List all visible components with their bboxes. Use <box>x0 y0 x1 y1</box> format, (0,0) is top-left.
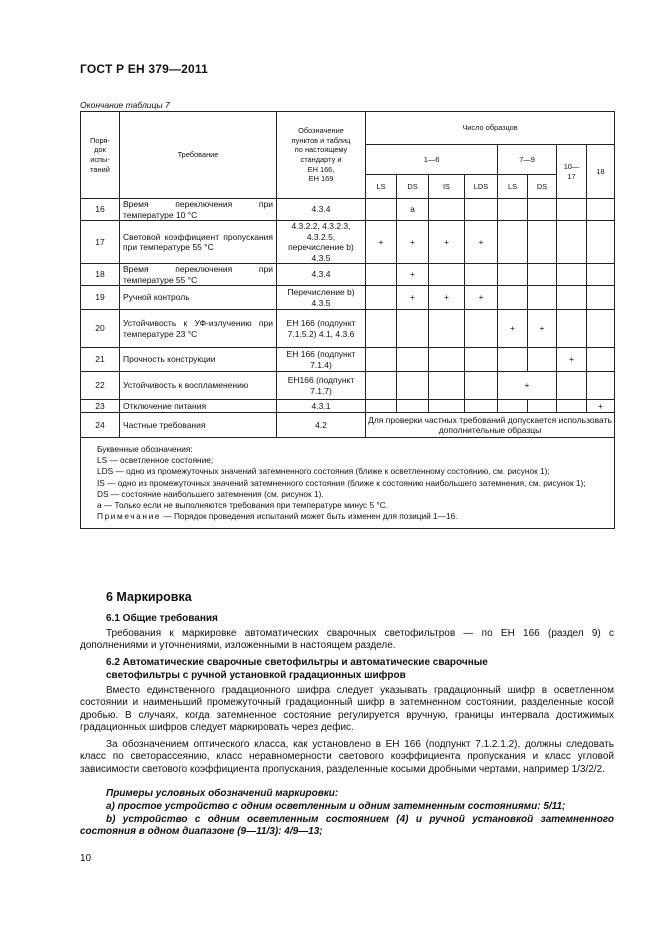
sample-cell <box>498 221 528 264</box>
sample-cell <box>429 372 465 400</box>
sample-cell <box>465 310 498 348</box>
row-number-cell: 23 <box>81 400 120 413</box>
sample-cell <box>429 310 465 348</box>
table-row <box>81 372 615 400</box>
requirement-cell: Световой коэффициент пропускания при температуре 55 °С <box>120 221 277 264</box>
group-18: 18 <box>587 145 615 199</box>
sample-cell <box>397 400 429 413</box>
document-header: ГОСТ Р ЕН 379—2011 <box>80 62 209 76</box>
sample-cell: + <box>465 221 498 264</box>
sample-cell <box>557 221 587 264</box>
sample-cell <box>498 348 528 372</box>
table-caption: Окончание таблицы 7 <box>80 100 170 110</box>
sample-cell <box>366 264 397 286</box>
sample-cell <box>366 310 397 348</box>
sample-cell <box>528 286 557 310</box>
reference-cell: Перечисление b) 4.3.5 <box>277 286 366 310</box>
reference-cell: 4.2 <box>277 413 366 438</box>
sub-ls-2: LS <box>498 175 528 199</box>
sample-cell <box>429 199 465 221</box>
page-number: 10 <box>80 853 92 864</box>
subsection-6-2-title-line1: 6.2 Автоматические сварочные светофильтры и автоматические сварочные <box>106 657 488 668</box>
sample-cell: + <box>465 286 498 310</box>
sample-cell <box>429 264 465 286</box>
sample-cell <box>465 264 498 286</box>
paragraph-1: Вместо единственного градационного шифра следует указывать градационный шифр в осветленном состоянии и наименьший промежуточный градационный шифр в затемненном состоянии, разделенные косой дробью. В случаях, когда затемненное состояние регулируется вручную, границы интервала достижимых градационных шифров следует маркировать через дефис. <box>80 685 614 733</box>
sample-cell <box>557 310 587 348</box>
sample-cell <box>528 348 557 372</box>
sample-cell <box>557 264 587 286</box>
row-number-cell: 22 <box>81 372 120 400</box>
row-number-cell: 21 <box>81 348 120 372</box>
table-row <box>81 221 615 264</box>
table-remark <box>97 511 606 522</box>
sample-cell: + <box>429 286 465 310</box>
sample-cell <box>587 310 615 348</box>
sample-cell <box>498 400 528 413</box>
requirement-cell: Отключение питания <box>120 400 277 413</box>
sample-cell <box>587 372 615 400</box>
sample-cell <box>557 199 587 221</box>
example-b: b) устройство с одним осветленным состоянием (4) и ручной установкой затемненного состояния в одном диапазоне (9—11/3): 4/9—13; <box>80 814 614 838</box>
sub-lds: LDS <box>465 175 498 199</box>
row-number-cell: 19 <box>81 286 120 310</box>
sample-cell <box>465 199 498 221</box>
requirement-cell: Частные требования <box>120 413 277 438</box>
sample-cell: + <box>528 310 557 348</box>
sample-cell <box>587 221 615 264</box>
reference-cell: ЕН 166 (подпункт 7.1.5.2) 4.1, 4.3.6 <box>277 310 366 348</box>
row-number-cell: 24 <box>81 413 120 438</box>
group-7-9: 7—9 <box>498 145 557 175</box>
sample-cell: + <box>397 286 429 310</box>
row-number-cell: 16 <box>81 199 120 221</box>
table-row <box>81 348 615 372</box>
subsection-6-2-title-line2: светофильтры с ручной установкой градационных шифров <box>106 670 406 681</box>
sample-cell: + <box>587 400 615 413</box>
reference-cell: ЕН166 (подпункт 7.1.7) <box>277 372 366 400</box>
col-order-header: Поря- док испы- таний <box>81 112 120 199</box>
sample-cell <box>557 286 587 310</box>
sample-cell <box>557 400 587 413</box>
requirement-cell: Устойчивость к УФ-излучению при температуре 23 °С <box>120 310 277 348</box>
table-row <box>81 286 615 310</box>
sub-ds-2: DS <box>528 175 557 199</box>
requirement-cell: Время переключения при температуре 55 °С <box>120 264 277 286</box>
sample-cell <box>397 372 429 400</box>
sample-cell: + <box>498 372 557 400</box>
legend-line: LDS — одно из промежуточных значений затемненного состояния (ближе к осветленному состоянию, см. рисунок 1); <box>97 466 550 477</box>
col-reference-header: Обозначение пунктов и таблиц по настоящему стандарту и ЕН 166, ЕН 169 <box>277 112 366 199</box>
reference-cell: 4.3.1 <box>277 400 366 413</box>
legend-notes <box>81 438 615 529</box>
reference-cell: ЕН 166 (подпункт 7.1.4) <box>277 348 366 372</box>
sample-cell <box>498 199 528 221</box>
sample-cell: а <box>397 199 429 221</box>
sample-cell: + <box>557 348 587 372</box>
notes-row <box>81 438 615 529</box>
row-number-cell: 18 <box>81 264 120 286</box>
sample-cell <box>366 348 397 372</box>
table-row <box>81 264 615 286</box>
sample-cell <box>465 348 498 372</box>
requirement-cell: Устойчивость к воспламенению <box>120 372 277 400</box>
span-note-cell: Для проверки частных требований допускается использовать дополнительные образцы <box>366 413 615 438</box>
sub-ds: DS <box>397 175 429 199</box>
reference-cell: 4.3.4 <box>277 199 366 221</box>
legend-line: DS — состояние наибольшего затемнения (см. рисунок 1). <box>97 488 324 499</box>
remark-label: Примечание <box>97 511 162 522</box>
legend-line: Буквенные обозначения: <box>97 444 193 454</box>
sample-cell: + <box>366 221 397 264</box>
requirement-cell: Прочность конструкции <box>120 348 277 372</box>
sample-cell: + <box>397 264 429 286</box>
test-table <box>80 111 615 529</box>
paragraph-2: За обозначением оптического класса, как установлено в ЕН 166 (подпункт 7.1.2.1.2), должны следовать класс по светорассеянию, класс неравномерности светового коэффициента пропускания и класс угловой зависимости светового коэффициента пропускания, разделенные косыми дробными чертами, например 1/3/2/2. <box>80 739 614 775</box>
sample-cell <box>498 286 528 310</box>
legend-line: LS — осветленное состояние; <box>97 455 214 466</box>
col-requirement-header: Требование <box>120 112 277 199</box>
table-row <box>81 413 615 438</box>
sample-cell <box>429 400 465 413</box>
legend-line: а — Только если не выполняются требования при температуре минус 5 °С. <box>97 500 389 511</box>
legend-line: IS — одно из промежуточных значений затемненного состояния (ближе к состоянию наибольшего затемнения, см. рисунок 1); <box>97 477 586 488</box>
row-number-cell: 17 <box>81 221 120 264</box>
examples-title: Примеры условных обозначений маркировки: <box>106 788 339 799</box>
sample-cell: + <box>429 221 465 264</box>
sample-cell <box>397 348 429 372</box>
reference-cell: 4.3.2.2, 4.3.2.3, 4.3.2.5, перечисление b) 4.3.5 <box>277 221 366 264</box>
sample-cell <box>465 372 498 400</box>
sample-cell <box>429 348 465 372</box>
sample-cell <box>397 310 429 348</box>
reference-cell: 4.3.4 <box>277 264 366 286</box>
table-row <box>81 199 615 221</box>
section-title: 6 Маркировка <box>106 590 192 604</box>
sample-cell <box>528 264 557 286</box>
group-1-6: 1—6 <box>366 145 498 175</box>
sample-cell <box>587 286 615 310</box>
sub-ls: LS <box>366 175 397 199</box>
row-number-cell: 20 <box>81 310 120 348</box>
sample-cell <box>528 221 557 264</box>
group-10-17: 10— 17 <box>557 145 587 199</box>
sample-cell: + <box>498 310 528 348</box>
requirement-cell: Ручной контроль <box>120 286 277 310</box>
sample-cell <box>528 400 557 413</box>
sample-cell: + <box>397 221 429 264</box>
requirement-cell: Время переключения при температуре 10 °С <box>120 199 277 221</box>
sample-cell <box>587 264 615 286</box>
sample-cell <box>498 264 528 286</box>
sample-cell <box>587 348 615 372</box>
sub-is: IS <box>429 175 465 199</box>
example-a: а) простое устройство с одним осветленным и одним затемненным состояниями: 5/11; <box>106 801 566 812</box>
sample-cell <box>557 372 587 400</box>
sample-cell <box>528 199 557 221</box>
sample-cell <box>366 199 397 221</box>
sample-cell <box>366 372 397 400</box>
remark-text: — Порядок проведения испытаний может быть изменен для позиций 1—16. <box>161 511 458 522</box>
samples-header: Число образцов <box>366 112 615 145</box>
table-row <box>81 310 615 348</box>
sample-cell <box>465 400 498 413</box>
table-row <box>81 400 615 413</box>
sample-cell <box>366 286 397 310</box>
sample-cell <box>587 199 615 221</box>
subsection-6-1-title: 6.1 Общие требования <box>106 613 218 624</box>
sample-cell <box>366 400 397 413</box>
subsection-6-1-text: Требования к маркировке автоматических сварочных светофильтров — по ЕН 166 (раздел 9) с дополнениями и уточнениями, изложенными в настоящем разделе. <box>80 628 614 652</box>
